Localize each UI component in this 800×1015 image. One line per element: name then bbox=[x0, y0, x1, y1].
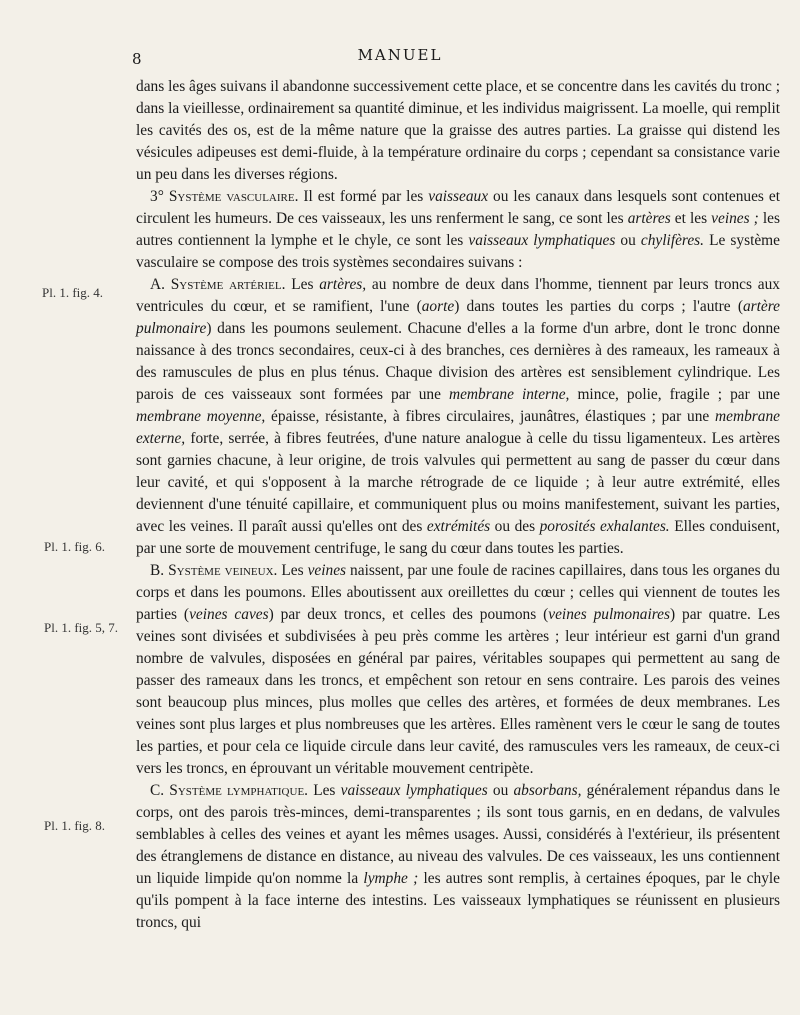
margin-note-fig6: Pl. 1. fig. 6. bbox=[44, 539, 106, 554]
running-title: MANUEL bbox=[357, 46, 443, 64]
section-heading: 3° Système vasculaire. bbox=[150, 188, 299, 205]
paragraph-systeme-veineux: B. Système veineux. Les veines naissent, par une foule de racines capillaires, dans tous les organes du corps et dans les poumons. Elles aboutissent aux oreillettes du cœur ; celles qui viennent de toutes les parties (veines caves) par deux troncs, et celles des poumons (veines pulmonaires) par quatre. Les veines sont divisées et subdivisées à peu près comme les artères ; leur intérieur est garni d'un grand nombre de valvules, disposées en général par paires, véritables soupapes qui permettent au sang de passer des rameaux dans les troncs, et empêchent son retour en sens contraire. Les parois des veines sont beaucoup plus minces, plus molles que celles des artères, et formées de deux membranes. Les veines sont plus larges et plus nombreuses que les artères. Elles ramènent vers le cœur le sang de toutes les parties, et pour cela ce liquide circule dans leur cavité, des ramuscules vers les rameaux, de ceux-ci vers les troncs, en éprouvant un véritable mouvement centripète. bbox=[136, 562, 781, 777]
body-text bbox=[136, 76, 780, 934]
paragraph-systeme-arteriel: A. Système artériel. Les artères, au nombre de deux dans l'homme, tiennent par leurs troncs aux ventricules du cœur, et se ramifient, l'une (aorte) dans toutes les parties du corps ; l'autre (artère pulmonaire) dans les poumons seulement. Chacune d'elles a la forme d'un arbre, dont le tronc donne naissance à des troncs secondaires, ceux-ci à des branches, ces dernières à des rameaux, les rameaux à des ramuscules de plus en plus ténus. Chaque division des artères est sensiblement cylindrique. Les parois de ces vaisseaux sont formées par une membrane interne, mince, polie, fragile ; par une membrane moyenne, épaisse, résistante, à fibres circulaires, jaunâtres, élastiques ; par une membrane externe, forte, serrée, à fibres feutrées, d'une nature analogue à celle du tissu ligamenteux. Les artères sont garnies chacune, à leur origine, de trois valvules qui permettent au sang de passer du cœur dans leur cavité, et qui s'opposent à la marche rétrograde de ce liquide ; à leur autre extrémité, elles deviennent d'une ténuité capillaire, et communiquent plus ou moins manifestement, suivant les parties, avec les veines. Il paraît aussi qu'elles ont des extrémités ou des porosités exhalantes. Elles conduisent, par une sorte de mouvement centrifuge, le sang du cœur dans toutes les parties. bbox=[136, 276, 781, 557]
margin-note-fig8: Pl. 1. fig. 8. bbox=[44, 818, 106, 833]
page-number: 8 bbox=[132, 50, 142, 68]
section-heading: A. Système artériel. bbox=[150, 276, 286, 293]
paragraph-systeme-lymphatique: C. Système lymphatique. Les vaisseaux lymphatiques ou absorbans, généralement répandus dans le corps, ont des parois très-minces, demi-transparentes ; ils sont tous garnis, en en dedans, de valvules semblables à celles des veines et ayant les mêmes usages. Aussi, considérés à l'extérieur, ils présentent des étranglemens de distance en distance, au niveau des valvules. De ces vaisseaux, les uns contiennent un liquide limpide qu'on nomme la lymphe ; les autres sont remplis, à certaines époques, par le chyle qu'ils pompent à la face interne des intestins. Les vaisseaux lymphatiques se réunissent en plusieurs troncs, qui bbox=[136, 782, 781, 931]
paragraph-systeme-vasculaire: 3° Système vasculaire. Il est formé par les vaisseaux ou les canaux dans lesquels sont contenues et circulent les humeurs. De ces vaisseaux, les uns renferment le sang, ce sont les artères et les veines ; les autres contiennent la lymphe et le chyle, ce sont les vaisseaux lymphatiques ou chylifères. Le système vasculaire se compose des trois systèmes secondaires suivans : bbox=[136, 188, 780, 271]
section-heading: B. Système veineux. bbox=[150, 562, 278, 579]
paragraph-graisse: dans les âges suivans il abandonne successivement cette place, et se concentre dans les cavités du tronc ; dans la vieillesse, ordinairement sa quantité diminue, et les individus maigrissent. La moelle, qui remplit les cavités des os, est de la même nature que la graisse des autres parties. La graisse qui distend les vésicules adipeuses est demi-fluide, à la température ordinaire du corps ; cependant sa consistance varie un peu dans les diverses régions. bbox=[136, 78, 780, 183]
margin-note-fig4: Pl. 1. fig. 4. bbox=[42, 285, 104, 300]
section-heading: C. Système lymphatique. bbox=[150, 782, 309, 799]
margin-note-fig57: Pl. 1. fig. 5, 7. bbox=[44, 620, 119, 635]
